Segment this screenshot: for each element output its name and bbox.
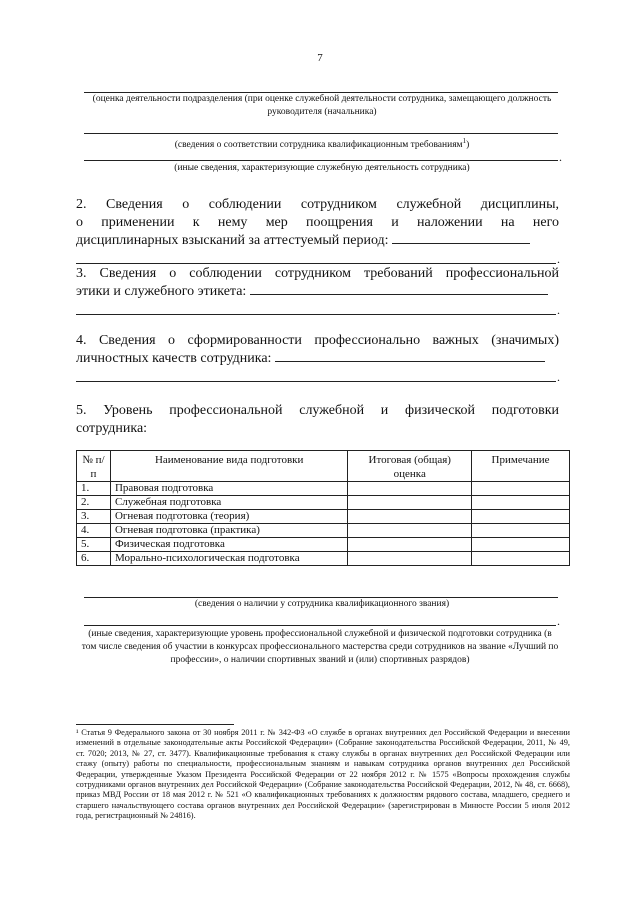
caption-unit-assessment: (оценка деятельности подразделения (при оценке служебной деятельности сотрудника, замещающего должность руководителя (начальника) — [92, 94, 552, 117]
table-row — [77, 510, 570, 524]
training-table — [76, 450, 570, 566]
fill-line — [84, 133, 558, 134]
section-2-line-2: о применении к нему мер поощрения и наложении на него — [76, 215, 559, 230]
row-note-cell[interactable] — [472, 496, 570, 510]
section-3-label: этики и служебного этикета: — [76, 284, 247, 299]
line-end-dot: . — [557, 252, 560, 266]
section-2-line-3 — [76, 232, 559, 250]
row-name: Служебная подготовка — [110, 496, 347, 510]
row-num: 1. — [77, 482, 111, 496]
table-row — [77, 482, 570, 496]
row-num: 6. — [77, 552, 111, 566]
row-name: Огневая подготовка (практика) — [110, 524, 347, 538]
row-note-cell[interactable] — [472, 552, 570, 566]
col-header-name: Наименование вида подготовки — [110, 451, 347, 482]
col-header-grade: Итоговая (общая) оценка — [348, 451, 472, 482]
fill-field[interactable] — [275, 350, 545, 362]
line-end-dot: . — [557, 303, 560, 317]
row-grade-cell[interactable] — [348, 496, 472, 510]
fill-line[interactable] — [84, 625, 556, 626]
fill-field[interactable] — [392, 232, 530, 244]
row-num: 5. — [77, 538, 111, 552]
section-2-label: дисциплинарных взысканий за аттестуемый период: — [76, 233, 389, 248]
table-row — [77, 538, 570, 552]
line-end-dot: . — [559, 150, 562, 164]
caption-qualification — [78, 135, 566, 152]
row-name: Физическая подготовка — [110, 538, 347, 552]
footnote-separator — [76, 724, 234, 725]
row-note-cell[interactable] — [472, 524, 570, 538]
row-grade-cell[interactable] — [348, 538, 472, 552]
row-num: 3. — [77, 510, 111, 524]
row-num: 4. — [77, 524, 111, 538]
col-header-note: Примечание — [472, 451, 570, 482]
table-header-row — [77, 451, 570, 482]
line-end-dot: . — [557, 614, 560, 628]
table-row — [77, 496, 570, 510]
fill-line[interactable] — [76, 263, 556, 264]
page-number: 7 — [317, 52, 323, 64]
caption-other-training-info: (иные сведения, характеризующие уровень профессиональной служебной и физической подготовки сотрудника (в том числе сведения об участии в конкурсах профессионального мастерства среди сотрудников на звание «Лучший по профессии», о наличии спортивных званий и (или) спортивных разрядов) — [81, 629, 559, 665]
section-2-line-1: 2. Сведения о соблюдении сотрудником служебной дисциплины, — [76, 197, 559, 212]
row-grade-cell[interactable] — [348, 482, 472, 496]
footnote-ref: 1 — [462, 137, 467, 145]
section-3-line-1: 3. Сведения о соблюдении сотрудником требований профессиональной — [76, 266, 559, 281]
col-header-num: № п/п — [77, 451, 111, 482]
table-row — [77, 552, 570, 566]
caption-qualification-text: (сведения о соответствии сотрудника квалификационным требованиям — [174, 140, 463, 151]
row-name: Правовая подготовка — [110, 482, 347, 496]
caption-other-info: (иные сведения, характеризующие служебную деятельность сотрудника) — [174, 163, 470, 173]
row-note-cell[interactable] — [472, 538, 570, 552]
section-5-line-1: 5. Уровень профессиональной служебной и физической подготовки — [76, 403, 559, 418]
section-3-line-2 — [76, 283, 559, 301]
row-name: Огневая подготовка (теория) — [110, 510, 347, 524]
line-end-dot: . — [557, 370, 560, 384]
footnote: ¹ Статья 9 Федерального закона от 30 ноября 2011 г. № 342-ФЗ «О службе в органах внутренних дел Российской Федерации и внесении изменений в отдельные законодательные акты Российской Федерации» (Собрание законодательства Российской Федерации, 2011, № 49, ст. 7020; 2013, № 27, ст. 3477). Квалификационные требования к стажу службы в органах внутренних дел Российской Федерации или стажу (опыту) работы по специальности, профессиональным знаниям и навыкам сотрудника органов внутренних дел Российской Федерации, утвержденные Указом Президента Российской Федерации от 22 ноября 2012 г. № 1575 «Вопросы прохождения службы сотрудниками органов внутренних дел Российской Федерации» (Собрание законодательства Российской Федерации, 2012, № 48, ст. 6668), приказ МВД России от 18 мая 2012 г. № 521 «О квалификационных требованиях к должностям рядового состава, младшего, среднего и старшего начальствующего состава органов внутренних дел Российской Федерации» (зарегистрирован в Минюсте России 5 июля 2012 года, регистрационный № 24816). — [76, 728, 570, 821]
fill-field[interactable] — [250, 283, 548, 295]
row-grade-cell[interactable] — [348, 510, 472, 524]
fill-line[interactable] — [76, 314, 556, 315]
row-num: 2. — [77, 496, 111, 510]
fill-line — [84, 160, 558, 161]
section-4-line-1: 4. Сведения о сформированности профессионально важных (значимых) — [76, 333, 559, 348]
section-4-label: личностных качеств сотрудника: — [76, 351, 272, 366]
caption-qualification-rank: (сведения о наличии у сотрудника квалификационного звания) — [194, 599, 450, 609]
section-4-line-2 — [76, 350, 559, 368]
row-name: Морально-психологическая подготовка — [110, 552, 347, 566]
row-note-cell[interactable] — [472, 482, 570, 496]
row-note-cell[interactable] — [472, 510, 570, 524]
row-grade-cell[interactable] — [348, 524, 472, 538]
row-grade-cell[interactable] — [348, 552, 472, 566]
caption-qualification-end: ) — [466, 140, 470, 151]
table-row — [77, 524, 570, 538]
fill-line[interactable] — [76, 381, 556, 382]
section-5-line-2: сотрудника: — [76, 421, 148, 436]
